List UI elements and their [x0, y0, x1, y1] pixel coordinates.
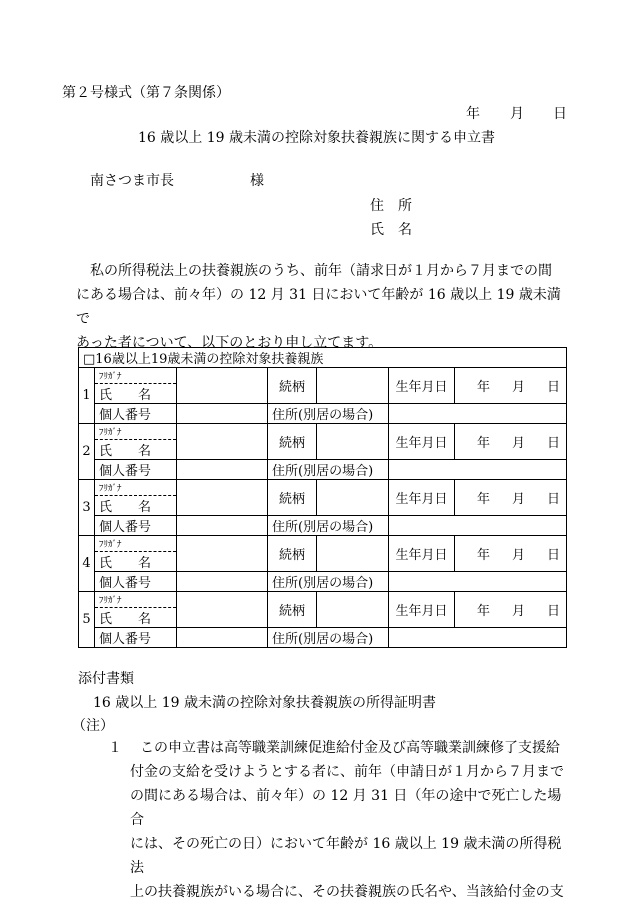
my-number-label: 個人番号 [95, 628, 177, 648]
notes-label: （注） [72, 718, 114, 734]
relation-field[interactable] [317, 368, 389, 404]
furigana-name-field[interactable] [177, 536, 268, 572]
relation-label: 続柄 [268, 536, 317, 572]
dependent-row-furigana [79, 536, 567, 552]
address-label: 住所(別居の場合) [268, 460, 389, 480]
birth-day-label: 日 [546, 604, 560, 619]
address-label: 住所(別居の場合) [268, 404, 389, 424]
birth-month-label: 月 [511, 492, 525, 507]
address-label: 住所(別居の場合) [268, 572, 389, 592]
relation-field[interactable] [317, 424, 389, 460]
birth-year-label: 年 [476, 604, 490, 619]
furigana-label: ﾌﾘｶﾞﾅ [95, 536, 177, 552]
address-field[interactable] [389, 628, 567, 648]
relation-label: 続柄 [268, 368, 317, 404]
dependent-row-furigana [79, 368, 567, 384]
name-label: 氏 名 [95, 496, 177, 516]
my-number-label: 個人番号 [95, 516, 177, 536]
note-line: には、その死亡の日）において年齢が 16 歳以上 19 歳未満の所得税法 [130, 836, 562, 876]
statement-line: にある場合は、前々年）の 12 月 31 日において年齢が 16 歳以上 19 歳未満で [76, 287, 561, 327]
birth-month-label: 月 [511, 380, 525, 395]
furigana-label: ﾌﾘｶﾞﾅ [95, 368, 177, 384]
my-number-field[interactable] [177, 572, 268, 592]
date-day-label: 日 [553, 106, 567, 122]
page-title: 16 歳以上 19 歳未満の控除対象扶養親族に関する申立書 [138, 130, 495, 146]
birth-day-label: 日 [546, 492, 560, 507]
birthdate-field[interactable] [455, 592, 567, 628]
birth-year-label: 年 [476, 380, 490, 395]
recipient-suffix: 様 [250, 173, 264, 189]
date-year-label: 年 [466, 106, 480, 122]
note-number: １ [108, 740, 122, 756]
relation-field[interactable] [317, 480, 389, 516]
attachments-label: 添付書類 [78, 671, 134, 687]
applicant-name-label: 氏 名 [370, 222, 412, 238]
furigana-label: ﾌﾘｶﾞﾅ [95, 480, 177, 496]
dependent-number: 1 [79, 368, 95, 424]
birthdate-label: 生年月日 [389, 592, 455, 628]
dependent-row-number [79, 516, 567, 536]
my-number-field[interactable] [177, 404, 268, 424]
relation-label: 続柄 [268, 592, 317, 628]
date-month-label: 月 [510, 106, 524, 122]
furigana-name-field[interactable] [177, 368, 268, 404]
dependent-number: 2 [79, 424, 95, 480]
birth-day-label: 日 [546, 548, 560, 563]
birth-day-label: 日 [546, 436, 560, 451]
furigana-name-field[interactable] [177, 480, 268, 516]
address-field[interactable] [389, 572, 567, 592]
relation-field[interactable] [317, 536, 389, 572]
birthdate-label: 生年月日 [389, 368, 455, 404]
dependent-number: 4 [79, 536, 95, 592]
dependent-row-number [79, 572, 567, 592]
birth-year-label: 年 [476, 436, 490, 451]
my-number-label: 個人番号 [95, 404, 177, 424]
note-item [108, 736, 570, 904]
birth-month-label: 月 [511, 548, 525, 563]
note-line: の間にある場合は、前々年）の 12 月 31 日（年の途中で死亡した場合 [130, 788, 562, 828]
birth-month-label: 月 [511, 604, 525, 619]
dependents-table [78, 347, 567, 648]
dependent-number: 5 [79, 592, 95, 648]
name-label: 氏 名 [95, 552, 177, 572]
birth-year-label: 年 [476, 548, 490, 563]
attachments-item: 16 歳以上 19 歳未満の控除対象扶養親族の所得証明書 [93, 695, 436, 711]
furigana-label: ﾌﾘｶﾞﾅ [95, 424, 177, 440]
birthdate-field[interactable] [455, 536, 567, 572]
dependent-row-furigana [79, 424, 567, 440]
statement-line: あった者について、以下のとおり申し立てます。 [76, 335, 383, 351]
birth-month-label: 月 [511, 436, 525, 451]
name-label: 氏 名 [95, 384, 177, 404]
birthdate-field[interactable] [455, 480, 567, 516]
dependent-row-number [79, 628, 567, 648]
my-number-field[interactable] [177, 516, 268, 536]
dependent-row-number [79, 404, 567, 424]
form-number: 第２号様式（第７条関係） [62, 85, 230, 101]
note-line: 上の扶養親族がいる場合に、その扶養親族の氏名や、当該給付金の支 [130, 884, 564, 900]
dependent-row-furigana [79, 592, 567, 608]
birthdate-label: 生年月日 [389, 424, 455, 460]
my-number-label: 個人番号 [95, 572, 177, 592]
table-heading: □16歳以上19歳未満の控除対象扶養親族 [79, 348, 567, 368]
relation-label: 続柄 [268, 480, 317, 516]
statement-line: 私の所得税法上の扶養親族のうち、前年（請求日が１月から７月までの間 [90, 263, 552, 279]
name-label: 氏 名 [95, 608, 177, 628]
applicant-address-label: 住 所 [370, 198, 412, 214]
address-field[interactable] [389, 404, 567, 424]
birthdate-label: 生年月日 [389, 536, 455, 572]
name-label: 氏 名 [95, 440, 177, 460]
my-number-field[interactable] [177, 628, 268, 648]
furigana-label: ﾌﾘｶﾞﾅ [95, 592, 177, 608]
address-field[interactable] [389, 516, 567, 536]
birthdate-field[interactable] [455, 424, 567, 460]
relation-label: 続柄 [268, 424, 317, 460]
birthdate-field[interactable] [455, 368, 567, 404]
address-field[interactable] [389, 460, 567, 480]
dependent-row-number [79, 460, 567, 480]
my-number-field[interactable] [177, 460, 268, 480]
birth-day-label: 日 [546, 380, 560, 395]
dependent-row-furigana [79, 480, 567, 496]
my-number-label: 個人番号 [95, 460, 177, 480]
statement-paragraph [76, 259, 566, 355]
recipient-name: 南さつま市長 [90, 173, 174, 189]
address-label: 住所(別居の場合) [268, 628, 389, 648]
note-line: 付金の支給を受けようとする者に、前年（申請日が１月から７月まで [130, 764, 564, 780]
dependent-number: 3 [79, 480, 95, 536]
note-line: この申立書は高等職業訓練促進給付金及び高等職業訓練修了支援給 [140, 740, 560, 756]
relation-field[interactable] [317, 592, 389, 628]
furigana-name-field[interactable] [177, 424, 268, 460]
furigana-name-field[interactable] [177, 592, 268, 628]
birth-year-label: 年 [476, 492, 490, 507]
address-label: 住所(別居の場合) [268, 516, 389, 536]
birthdate-label: 生年月日 [389, 480, 455, 516]
